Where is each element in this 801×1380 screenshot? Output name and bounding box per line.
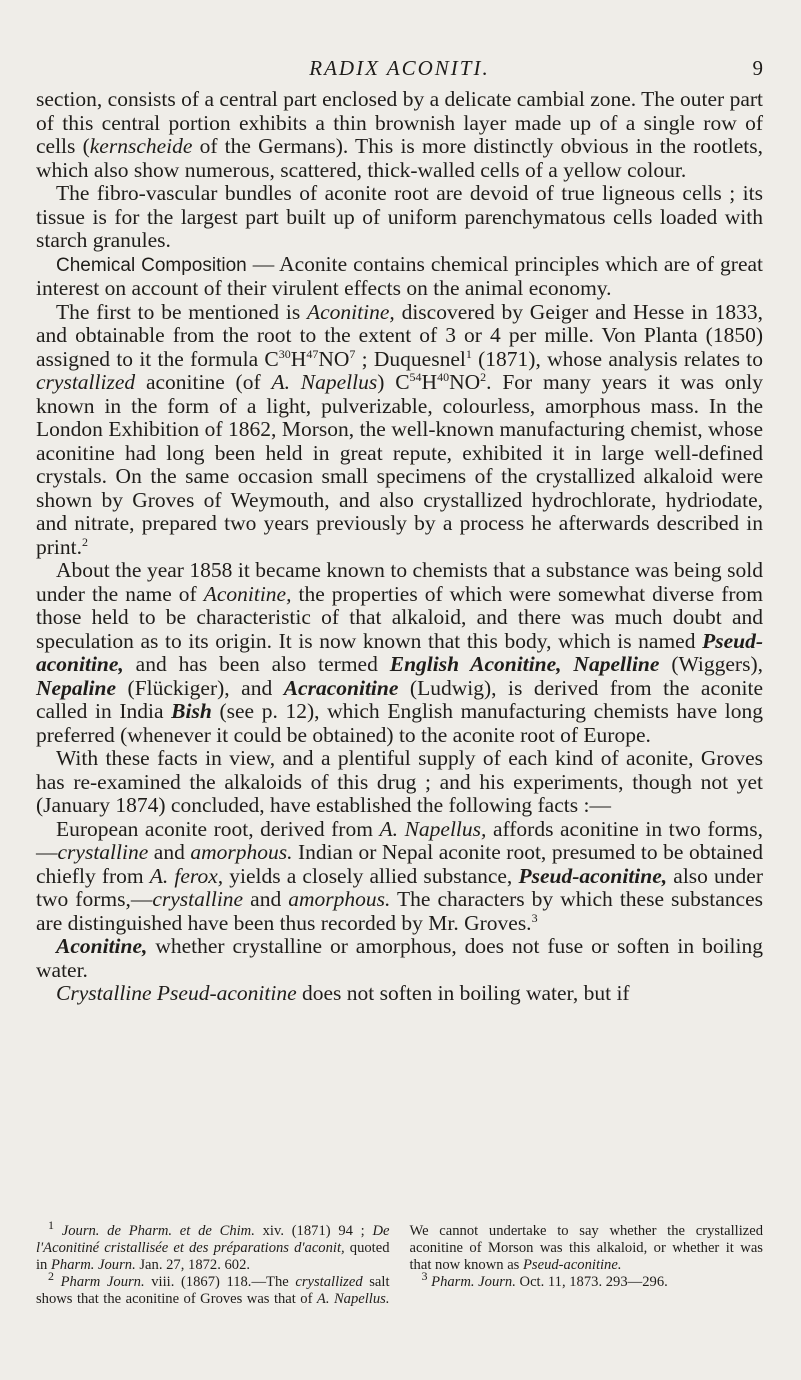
- paragraph-chemical-composition: Chemical Composition — Aconite contains chemical principles which are of great interest on account of their virulent effects on the animal economy.: [36, 251, 764, 300]
- footnote-2: $^2$ Pharm Journ. viii. (1867) 118.—The crystallized salt shows that the aconitine of Groves was that of A. Napellus. We cannot undertake to say whether the crystallized aconitine of Morson was this alkaloid, or whether it was that now known as Pseud-aconitine.: [36, 1223, 763, 1307]
- paragraph-crystalline-pseud: Crystalline Pseud-aconitine does not soften in boiling water, but if: [56, 981, 630, 1005]
- paragraph-groves: With these facts in view, and a plentiful supply of each kind of aconite, Groves has re-examined the alkaloids of this drug ; and his experiments, though not yet (January 1874) concluded, have established the following facts :—: [36, 746, 763, 817]
- footnote-ref-2: 2: [81, 534, 88, 549]
- section-heading: Chemical Composition: [56, 254, 247, 276]
- running-head: [36, 56, 763, 86]
- paragraph-european-aconite: European aconite root, derived from A. Napellus, affords aconitine in two forms,—crystalline and amorphous. Indian or Nepal aconite root, presumed to be obtained chiefly from A. ferox, yields a closely allied substance, Pseud-aconitine, also under two forms,—crystalline and amorphous. The characters by which these substances are distinguished have been thus recorded by Mr. Groves.$^3$: [36, 816, 763, 935]
- footnote-3: $^3$ Pharm. Journ. Oct. 11, 1873. 293—296.: [421, 1269, 668, 1290]
- footnote-ref-3: 3: [531, 910, 538, 925]
- paragraph-1: section, consists of a central part enclosed by a delicate cambial zone. The outer part of this central portion exhibits a thin brownish layer made up of a single row of cells (kernscheide of the Germans). This is more distinctly obvious in the rootlets, which also show numerous, scattered, thick-walled cells of a yellow colour.: [36, 87, 763, 182]
- footnote-1: $^1$ Journ. de Pharm. et de Chim. xiv. (1871) 94 ; De l'Aconitiné cristallisée et des préparations d'aconit, quoted in Pharm. Journ. Jan. 27, 1872. 602.: [36, 1218, 390, 1273]
- body-text: [36, 88, 763, 1006]
- page-number: 9: [752, 56, 763, 80]
- paragraph-2: The fibro-vascular bundles of aconite root are devoid of true ligneous cells ; its tissue is for the largest part built up of uniform parenchymatous cells loaded with starch granules.: [36, 181, 763, 252]
- footnotes: [36, 1218, 763, 1308]
- paragraph-aconitine-fuse: Aconitine, whether crystalline or amorphous, does not fuse or soften in boiling water.: [36, 934, 763, 982]
- paragraph-pseud-aconitine: About the year 1858 it became known to chemists that a substance was being sold under the name of Aconitine, the properties of which were somewhat diverse from those held to be characteristic of that alkaloid, and there was much doubt and speculation as to its origin. It is now known that this body, which is named Pseud-aconitine, and has been also termed English Aconitine, Napelline (Wiggers), Nepaline (Flückiger), and Acraconitine (Ludwig), is derived from the aconite called in India Bish (see p. 12), which English manufacturing chemists have long preferred (whenever it could be obtained) to the aconite root of Europe.: [36, 558, 764, 747]
- running-title: RADIX ACONITI.: [309, 56, 490, 80]
- footnote-ref-1: 1: [465, 346, 472, 361]
- paragraph-aconitine: The first to be mentioned is Aconitine, discovered by Geiger and Hesse in 1833, and obtainable from the root to the extent of 3 or 4 per mille. Von Planta (1850) assigned to it the formula $C^{30}H^{47}NO^7$ ; Duquesnel$^1$ (1871), whose analysis relates to crystallized aconitine (of A. Napellus) $C^{54}H^{40}NO^2$. For many years it was only known in the form of a light, pulverizable, colourless, amorphous mass. In the London Exhibition of 1862, Morson, the well-known manufacturing chemist, whose aconitine had long been held in great repute, exhibited it in large well-defined crystals. On the same occasion small specimens of the crystallized alkaloid were shown by Groves of Weymouth, and also crystallized hydrochlorate, hydriodate, and nitrate, prepared two years previously by a process he afterwards described in print.$^2$: [36, 299, 764, 559]
